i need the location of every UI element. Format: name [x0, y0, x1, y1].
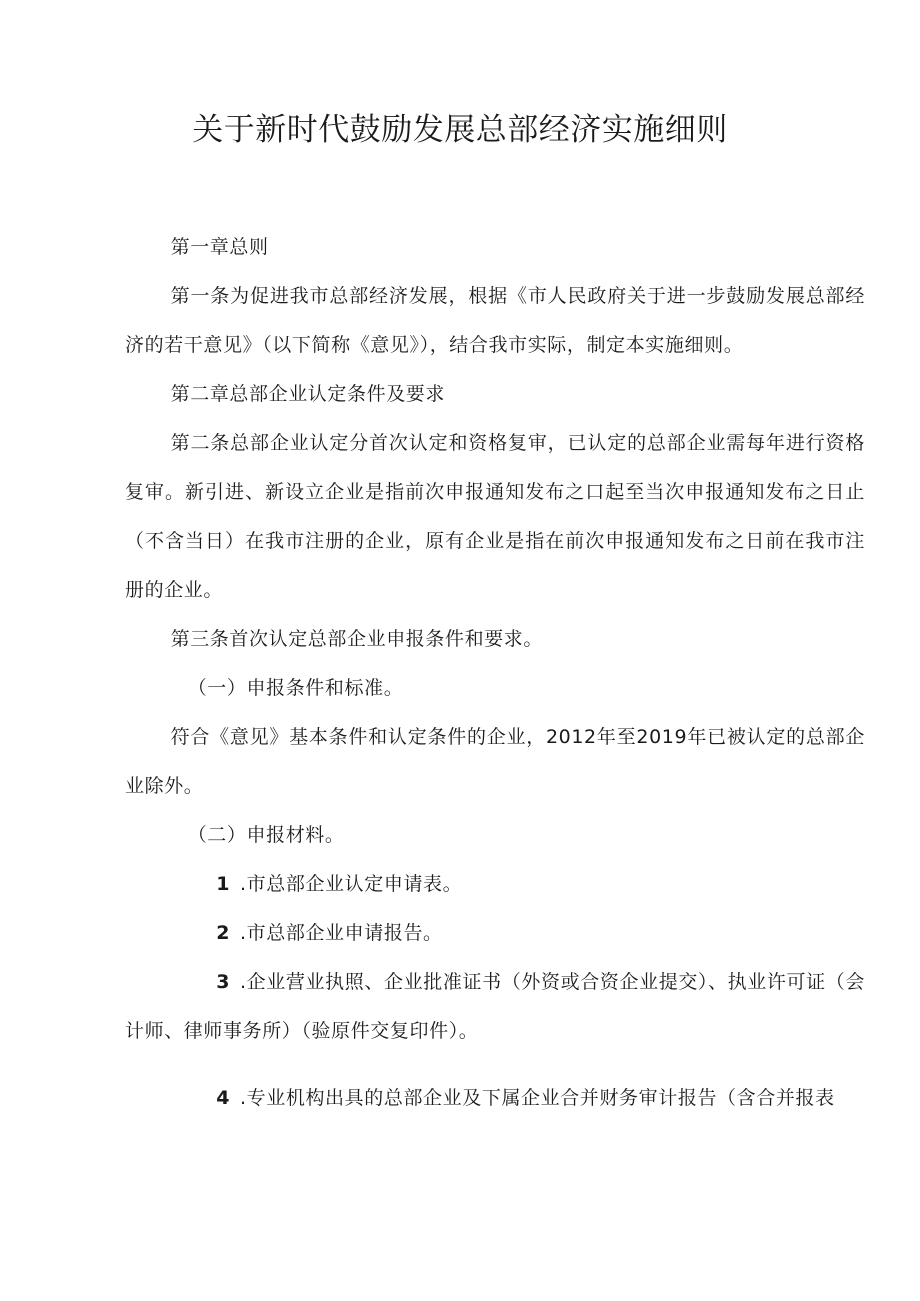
document-body — [125, 223, 865, 1123]
list-item-number: 2 — [216, 922, 231, 944]
list-item — [125, 860, 865, 909]
section-1-heading: （一）申报条件和标准。 — [187, 677, 404, 699]
article-2-paragraph: 第二条总部企业认定分首次认定和资格复审，已认定的总部企业需每年进行资格复审。新引进、新设立企业是指前次申报通知发布之口起至当次申报通知发布之日止（不含当日）在我市注册的企业，原有企业是指在前次申报通知发布之日前在我市注册的企业。 — [125, 432, 865, 601]
list-item-text: .企业营业执照、企业批准证书（外资或合资企业提交）、执业许可证（会计师、律师事务所）（验原件交复印件）。 — [125, 971, 865, 1042]
chapter-2-heading: 第二章总部企业认定条件及要求 — [170, 383, 445, 405]
list-item-number: 4 — [216, 1087, 231, 1109]
list-item-text: .市总部企业申请报告。 — [240, 922, 443, 944]
list-item — [125, 958, 865, 1056]
list-item-number: 3 — [216, 971, 231, 993]
document-title: 关于新时代鼓励发展总部经济实施细则 — [192, 112, 728, 148]
list-item-number: 1 — [216, 873, 231, 895]
list-item-text: .市总部企业认定申请表。 — [240, 873, 463, 895]
list-item — [125, 1074, 865, 1123]
list-item-text: .专业机构出具的总部企业及下属企业合并财务审计报告（含合并报表 — [240, 1087, 835, 1109]
article-3-paragraph: 第三条首次认定总部企业申报条件和要求。 — [170, 628, 543, 650]
list-item — [125, 909, 865, 958]
section-1-paragraph: 符合《意见》基本条件和认定条件的企业，2012年至2019年已被认定的总部企业除外。 — [125, 726, 865, 797]
chapter-1-heading: 第一章总则 — [170, 236, 269, 258]
section-2-heading: （二）申报材料。 — [187, 824, 345, 846]
article-1-paragraph: 第一条为促进我市总部经济发展，根据《市人民政府关于进一步鼓励发展总部经济的若干意见》（以下简称《意见》），结合我市实际，制定本实施细则。 — [125, 285, 865, 356]
